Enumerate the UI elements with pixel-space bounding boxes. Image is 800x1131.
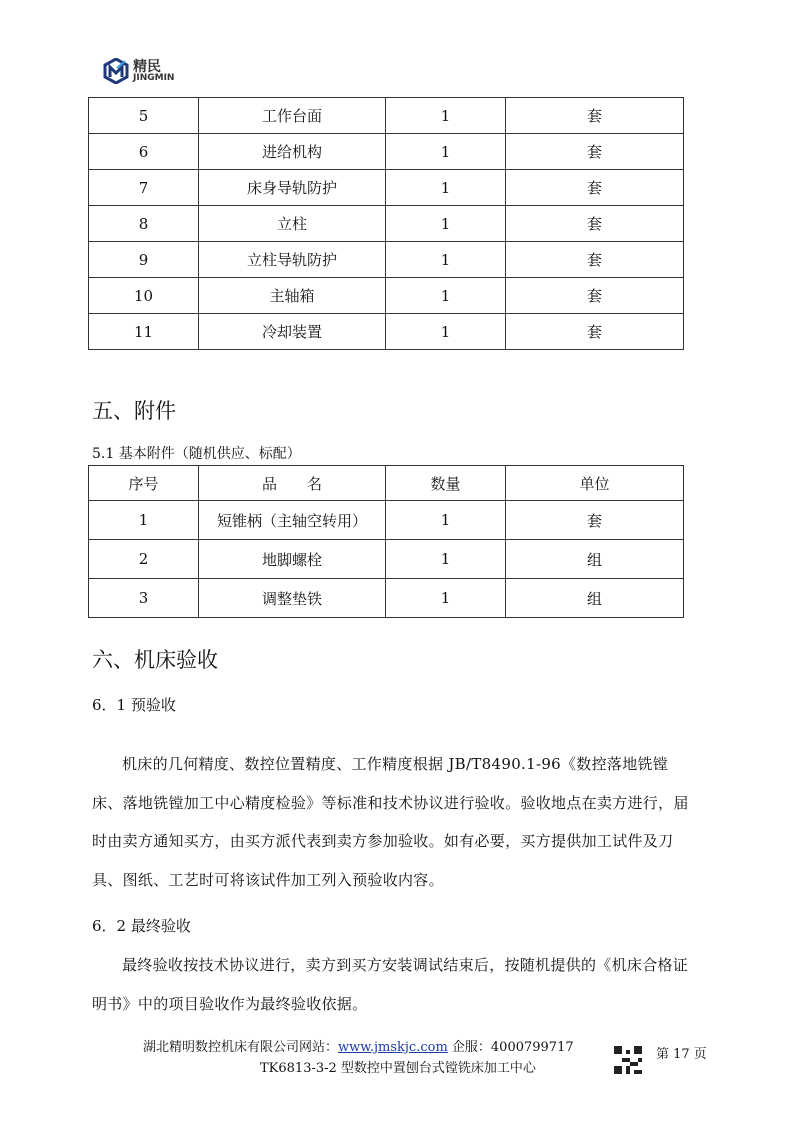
table-cell: 进给机构 xyxy=(199,134,386,170)
table-cell: 1 xyxy=(386,98,506,134)
table-cell: 1 xyxy=(386,314,506,350)
table-cell: 11 xyxy=(89,314,199,350)
qr-code-icon xyxy=(614,1045,642,1075)
table-row xyxy=(89,278,684,314)
table-cell: 调整垫铁 xyxy=(199,579,386,618)
table-cell: 冷却装置 xyxy=(199,314,386,350)
table-cell: 1 xyxy=(386,278,506,314)
table-cell: 1 xyxy=(386,206,506,242)
table-row xyxy=(89,501,684,540)
table-row xyxy=(89,540,684,579)
table-cell: 7 xyxy=(89,170,199,206)
table-cell: 套 xyxy=(506,98,684,134)
table-cell: 1 xyxy=(386,501,506,540)
table-cell: 品 名 xyxy=(199,466,386,501)
table-cell: 1 xyxy=(386,134,506,170)
section-6-1-title: 6．1 预验收 xyxy=(92,696,176,714)
table-cell: 单位 xyxy=(506,466,684,501)
table-cell: 立柱 xyxy=(199,206,386,242)
table-cell: 1 xyxy=(386,579,506,618)
logo-en: JINGMIN xyxy=(133,72,175,83)
parts-table xyxy=(88,97,684,350)
logo-cn: 精民 xyxy=(133,58,161,75)
table-cell: 套 xyxy=(506,134,684,170)
company-logo xyxy=(103,58,174,84)
footer-model: TK6813-3-2 型数控中置刨台式镗铣床加工中心 xyxy=(260,1061,536,1076)
table-row xyxy=(89,98,684,134)
table-cell: 1 xyxy=(89,501,199,540)
logo-icon xyxy=(103,58,129,84)
table-cell: 序号 xyxy=(89,466,199,501)
table-cell: 9 xyxy=(89,242,199,278)
table-cell: 1 xyxy=(386,540,506,579)
table-cell: 8 xyxy=(89,206,199,242)
footer-company: 湖北精明数控机床有限公司网站： xyxy=(143,1040,339,1055)
table-cell: 数量 xyxy=(386,466,506,501)
table-cell: 套 xyxy=(506,170,684,206)
table-cell: 1 xyxy=(386,242,506,278)
table-cell: 1 xyxy=(386,170,506,206)
section-5-1-title: 5.1 基本附件（随机供应、标配） xyxy=(92,446,301,462)
table-cell: 组 xyxy=(506,579,684,618)
page-number: 第 17 页 xyxy=(656,1047,707,1062)
table-row xyxy=(89,579,684,618)
table-cell: 套 xyxy=(506,242,684,278)
table-cell: 5 xyxy=(89,98,199,134)
accessories-table xyxy=(88,465,684,618)
table-cell: 组 xyxy=(506,540,684,579)
paragraph-final-acceptance: 最终验收按技术协议进行，卖方到买方安装调试结束后，按随机提供的《机床合格证明书》中的项目验收作为最终验收依据。 xyxy=(92,956,689,1013)
table-cell: 套 xyxy=(506,278,684,314)
table-row xyxy=(89,170,684,206)
table-cell: 10 xyxy=(89,278,199,314)
table-cell: 6 xyxy=(89,134,199,170)
table-row xyxy=(89,314,684,350)
website-link[interactable]: www.jmskjc.com xyxy=(338,1040,448,1055)
table-row xyxy=(89,466,684,501)
footer-service: 企服：4000799717 xyxy=(447,1040,574,1055)
table-row xyxy=(89,206,684,242)
table-cell: 套 xyxy=(506,314,684,350)
footer-line-1 xyxy=(143,1036,574,1055)
table-cell: 2 xyxy=(89,540,199,579)
section-6-2-title: 6．2 最终验收 xyxy=(92,917,191,935)
section-6-title: 六、机床验收 xyxy=(92,648,218,672)
table-cell: 套 xyxy=(506,501,684,540)
table-cell: 3 xyxy=(89,579,199,618)
table-row xyxy=(89,134,684,170)
table-cell: 主轴箱 xyxy=(199,278,386,314)
paragraph-pre-acceptance: 机床的几何精度、数控位置精度、工作精度根据 JB/T8490.1-96《数控落地铣镗床、落地铣镗加工中心精度检验》等标准和技术协议进行验收。验收地点在卖方进行，届时由卖方通知买方，由买方派代表到卖方参加验收。如有必要，买方提供加工试件及刀具、图纸、工艺时可将该试件加工列入预验收内容。 xyxy=(92,755,689,889)
table-cell: 地脚螺栓 xyxy=(199,540,386,579)
table-cell: 短锥柄（主轴空转用） xyxy=(199,501,386,540)
table-cell: 工作台面 xyxy=(199,98,386,134)
table-cell: 套 xyxy=(506,206,684,242)
section-5-title: 五、附件 xyxy=(92,399,176,423)
table-cell: 立柱导轨防护 xyxy=(199,242,386,278)
table-row xyxy=(89,242,684,278)
table-cell: 床身导轨防护 xyxy=(199,170,386,206)
